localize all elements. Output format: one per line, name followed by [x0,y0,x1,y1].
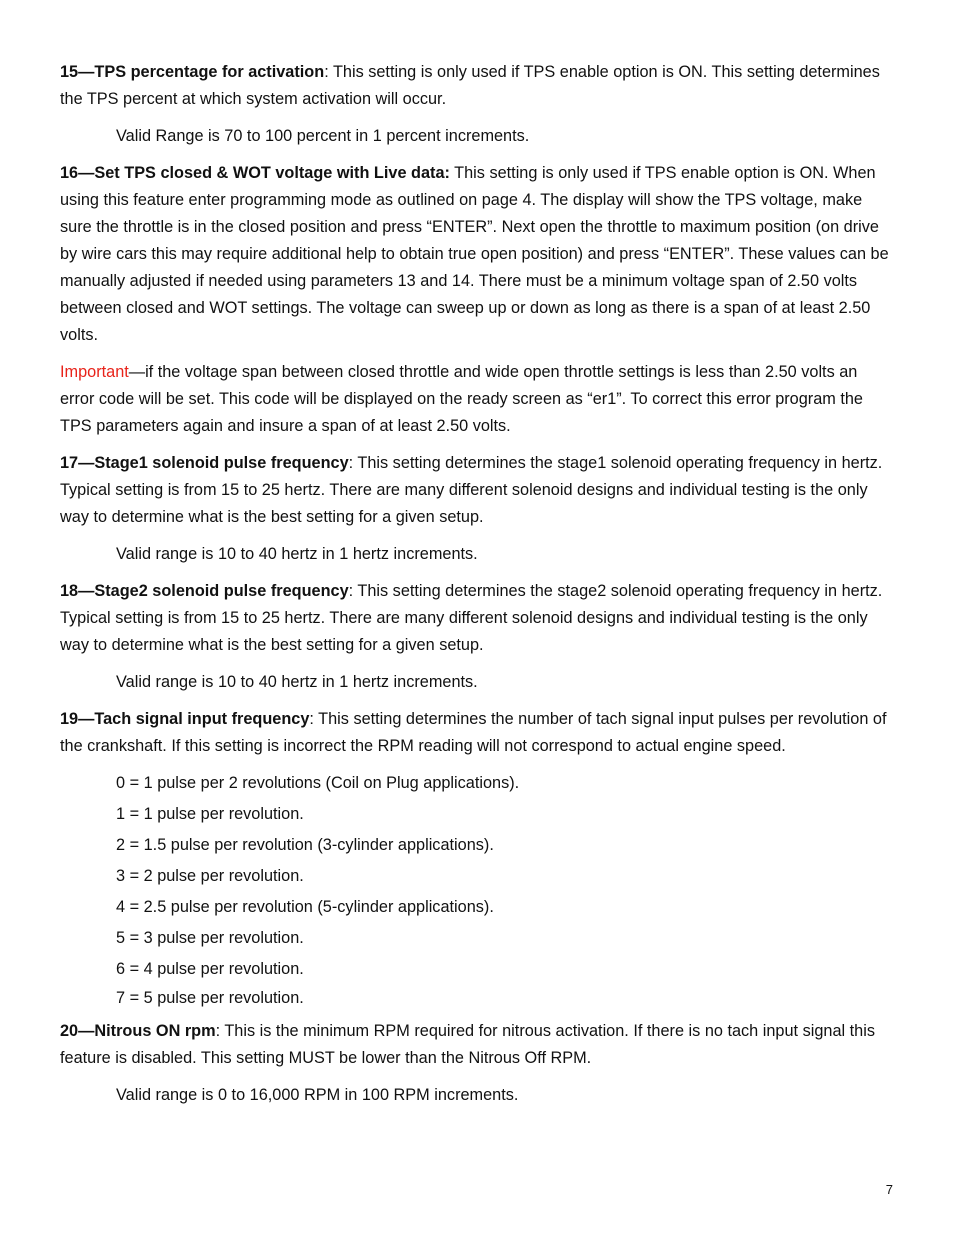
list-item: 6 = 4 pulse per revolution. [116,960,304,978]
section-20-heading: 20—Nitrous ON rpm [60,1022,216,1040]
section-19 [60,706,894,760]
section-18-text: : This setting determines the stage2 solenoid operating frequency in hertz. Typical setting is from 15 to 25 hertz. There are many different solenoid designs and individual testing is the only way to determine what is the best setting for a given setup. [60,582,883,654]
section-20 [60,1018,894,1072]
section-19-text: : This setting determines the number of tach signal input pulses per revolution of the crankshaft. If this setting is incorrect the RPM reading will not correspond to actual engine speed. [60,710,887,755]
section-20-range: Valid range is 0 to 16,000 RPM in 100 RPM increments. [116,1086,519,1104]
section-16 [60,160,894,349]
list-item: 7 = 5 pulse per revolution. [116,989,304,1007]
section-15-range: Valid Range is 70 to 100 percent in 1 percent increments. [116,127,530,145]
section-15-text: : This setting is only used if TPS enable option is ON. This setting determines the TPS percent at which system activation will occur. [60,63,880,108]
section-16-heading: 16—Set TPS closed & WOT voltage with Live data: [60,164,450,182]
important-label: Important [60,363,129,381]
list-item: 0 = 1 pulse per 2 revolutions (Coil on Plug applications). [116,774,520,792]
section-17-text: : This setting determines the stage1 solenoid operating frequency in hertz. Typical setting is from 15 to 25 hertz. There are many different solenoid designs and individual testing is the only way to determine what is the best setting for a given setup. [60,454,883,526]
list-item: 5 = 3 pulse per revolution. [116,929,304,947]
section-17 [60,450,894,531]
list-item: 1 = 1 pulse per revolution. [116,805,304,823]
section-18 [60,578,894,659]
list-item: 3 = 2 pulse per revolution. [116,867,304,885]
page-number: 7 [885,1182,893,1197]
list-item: 4 = 2.5 pulse per revolution (5-cylinder applications). [116,898,494,916]
section-19-heading: 19—Tach signal input frequency [60,710,310,728]
document-page [60,59,894,1119]
important-text: —if the voltage span between closed throttle and wide open throttle settings is less than 2.50 volts an error code will be set. This code will be displayed on the ready screen as “er1”. To correct this error program the TPS parameters again and insure a span of at least 2.50 volts. [60,363,863,435]
important-note [60,359,894,440]
section-17-heading: 17—Stage1 solenoid pulse frequency [60,454,349,472]
section-18-range: Valid range is 10 to 40 hertz in 1 hertz increments. [116,673,478,691]
section-15-heading: 15—TPS percentage for activation [60,63,325,81]
section-18-heading: 18—Stage2 solenoid pulse frequency [60,582,349,600]
section-17-range: Valid range is 10 to 40 hertz in 1 hertz increments. [116,545,478,563]
tach-options-list [116,768,894,1012]
section-20-text: : This is the minimum RPM required for nitrous activation. If there is no tach input signal this feature is disabled. This setting MUST be lower than the Nitrous Off RPM. [60,1022,875,1067]
section-15 [60,59,894,113]
section-16-text: This setting is only used if TPS enable option is ON. When using this feature enter programming mode as outlined on page 4. The display will show the TPS voltage, make sure the throttle is in the closed position and press “ENTER”. Next open the throttle to maximum position (on drive by wire cars this may require additional help to obtain true open position) and press “ENTER”. These values can be manually adjusted if needed using parameters 13 and 14. There must be a minimum voltage span of 2.50 volts between closed and WOT settings. The voltage can sweep up or down as long as there is a span of at least 2.50 volts. [60,164,889,344]
list-item: 2 = 1.5 pulse per revolution (3-cylinder applications). [116,836,494,854]
